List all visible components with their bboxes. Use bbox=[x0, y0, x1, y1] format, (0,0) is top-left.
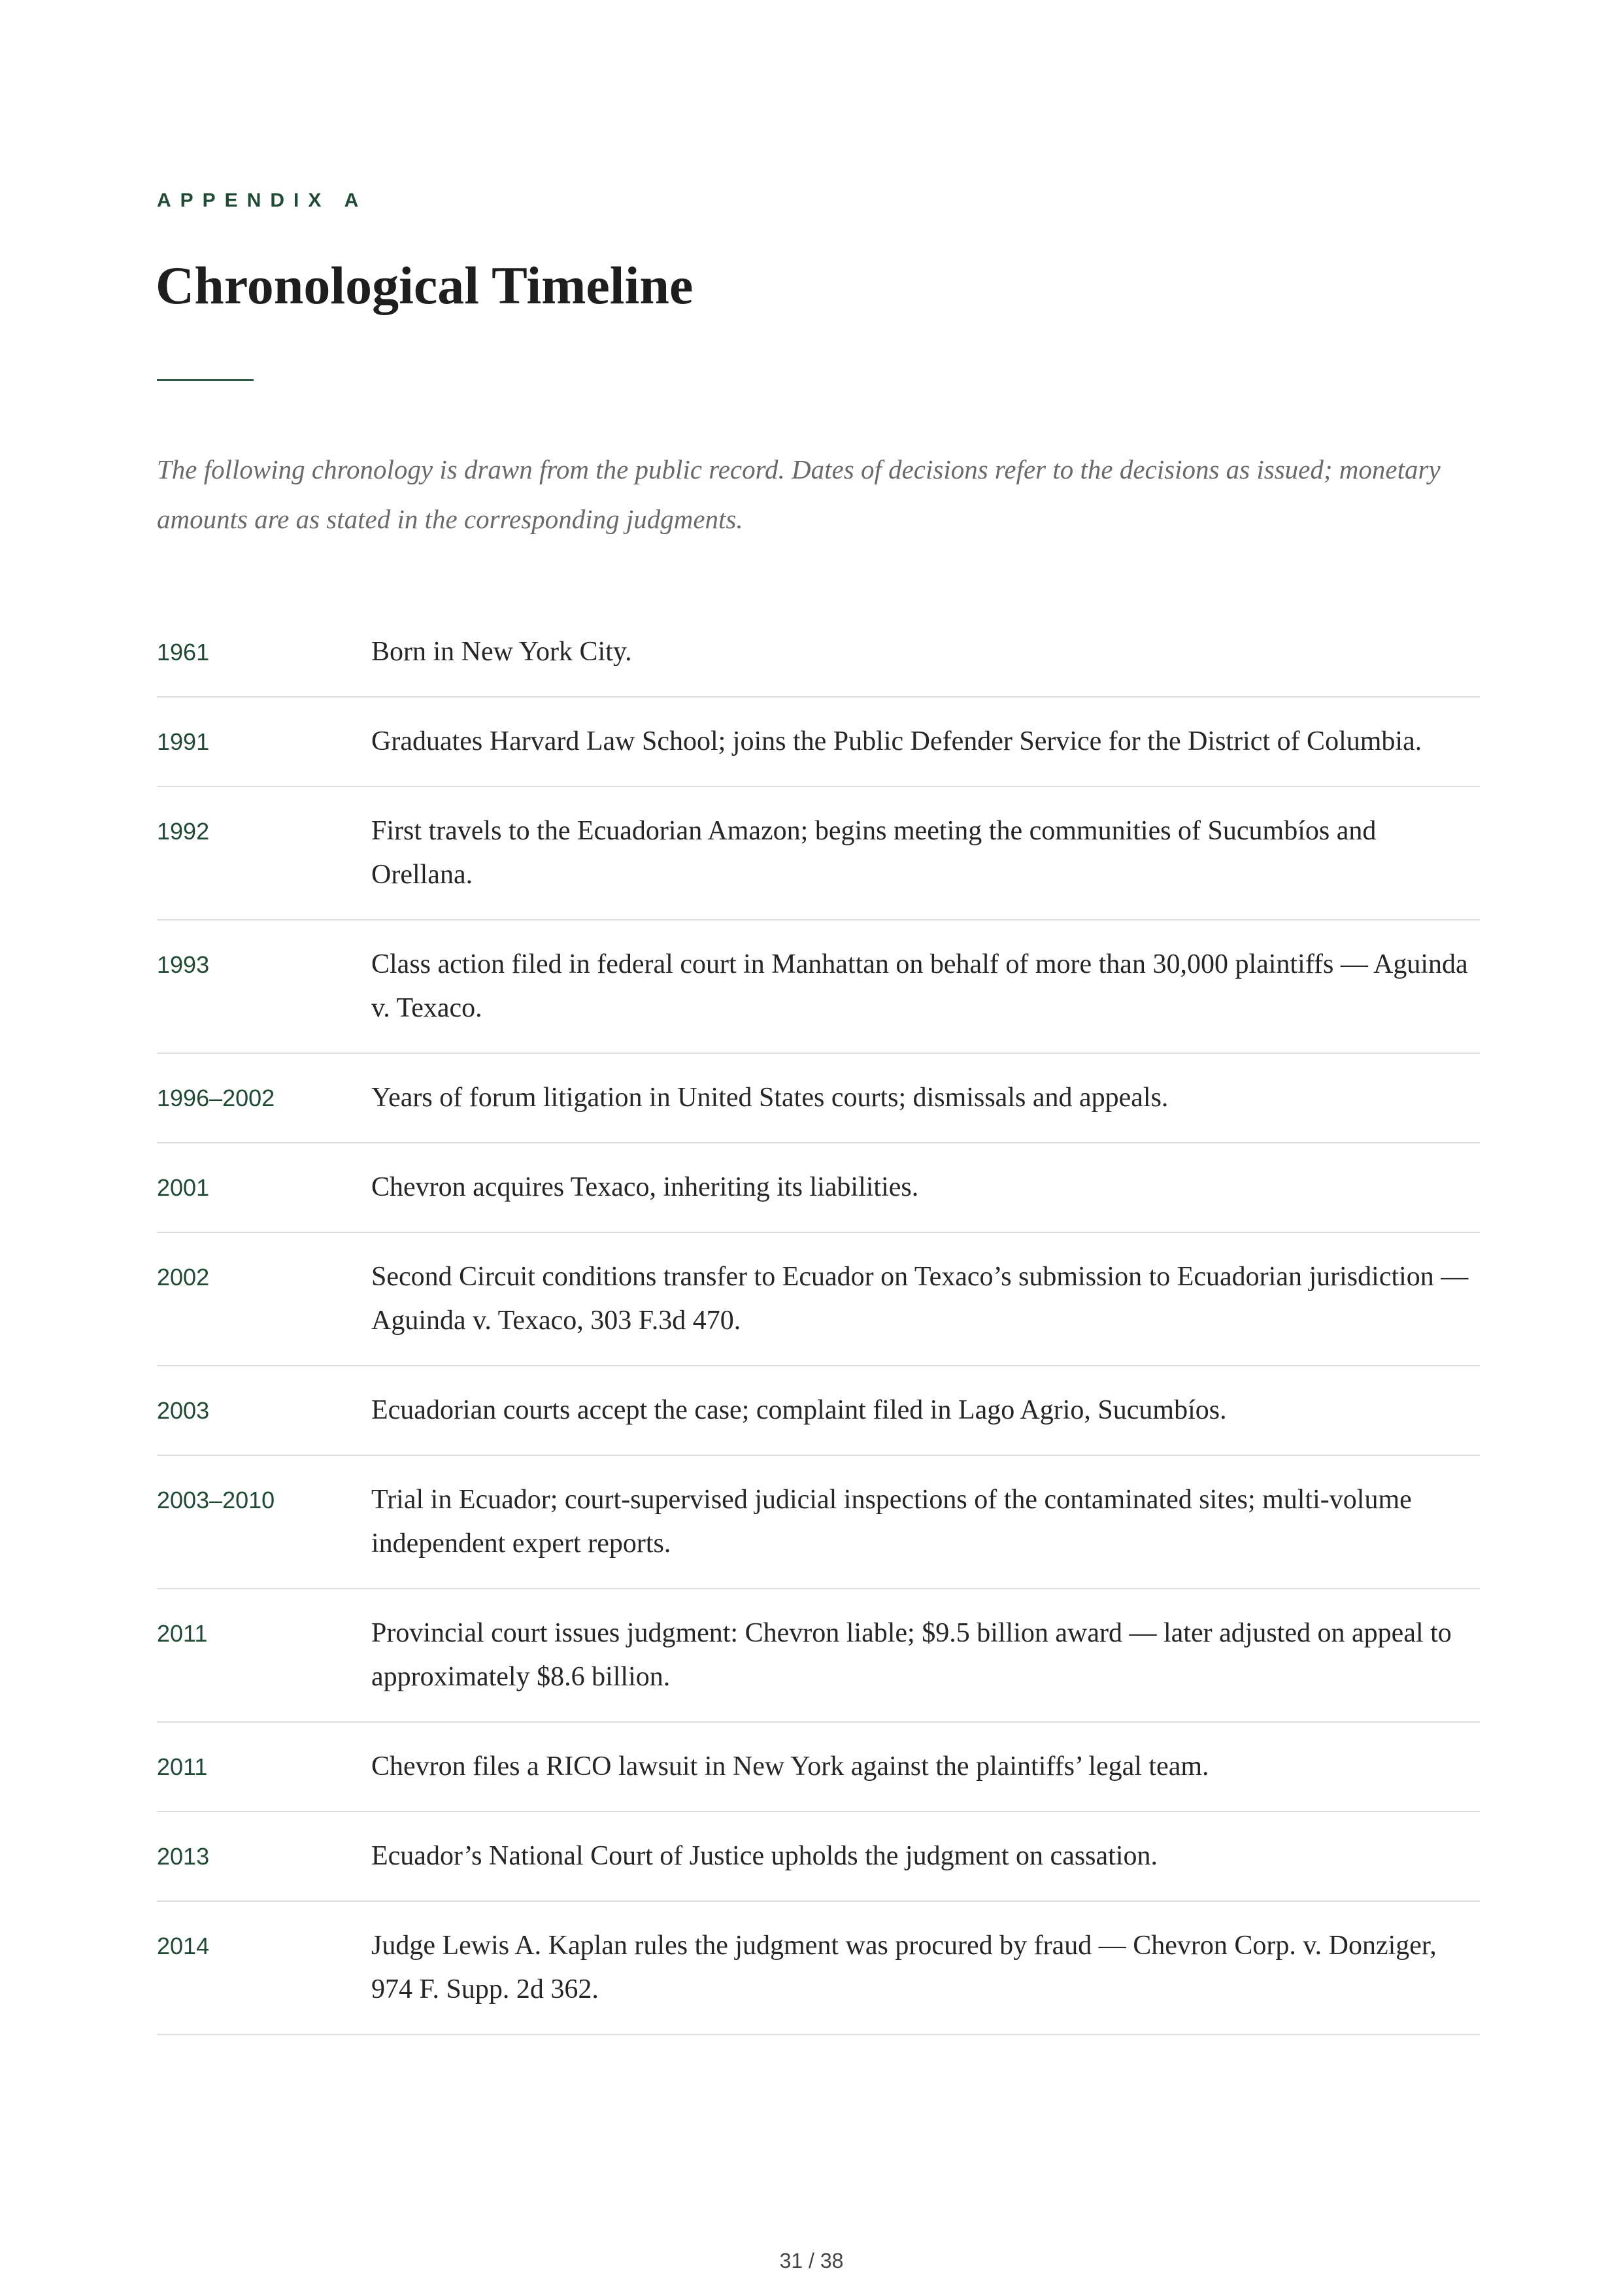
timeline-event: Trial in Ecuador; court-supervised judicial inspections of the contaminated sites; multi-volume independent expert reports. bbox=[371, 1485, 1412, 1559]
timeline-year: 2011 bbox=[157, 1620, 208, 1647]
timeline-row bbox=[157, 1233, 1480, 1366]
timeline-year: 2003–2010 bbox=[157, 1487, 275, 1513]
timeline-year: 2003 bbox=[157, 1397, 210, 1424]
timeline-event: Second Circuit conditions transfer to Ecuador on Texaco’s submission to Ecuadorian jurisdiction — Aguinda v. Texaco, 303 F.3d 470. bbox=[371, 1262, 1469, 1336]
appendix-label: APPENDIX A bbox=[157, 190, 368, 211]
timeline-row bbox=[157, 608, 1480, 698]
timeline-event: Ecuadorian courts accept the case; complaint filed in Lago Agrio, Sucumbíos. bbox=[371, 1395, 1227, 1425]
timeline-event: Chevron files a RICO lawsuit in New York against the plaintiffs’ legal team. bbox=[371, 1751, 1209, 1781]
timeline-row bbox=[157, 920, 1480, 1054]
page-number: 31 / 38 bbox=[779, 2249, 844, 2272]
timeline-year: 1992 bbox=[157, 818, 210, 845]
intro-paragraph: The following chronology is drawn from the public record. Dates of decisions refer to the decisions as issued; monetary amounts are as stated in the corresponding judgments. bbox=[157, 454, 1441, 534]
timeline-row bbox=[157, 1723, 1480, 1812]
timeline-row bbox=[157, 1589, 1480, 1723]
timeline-table bbox=[157, 608, 1480, 2035]
timeline-row bbox=[157, 1054, 1480, 1143]
timeline-year: 2014 bbox=[157, 1933, 210, 1959]
timeline-event: Provincial court issues judgment: Chevron liable; $9.5 billion award — later adjusted on appeal to approximately $8.6 billion. bbox=[371, 1618, 1452, 1692]
timeline-year: 2013 bbox=[157, 1843, 210, 1870]
timeline-year: 2001 bbox=[157, 1174, 210, 1201]
timeline-row bbox=[157, 1456, 1480, 1589]
timeline-event: Graduates Harvard Law School; joins the Public Defender Service for the District of Columbia. bbox=[371, 726, 1422, 756]
timeline-row bbox=[157, 698, 1480, 787]
timeline-event: Class action filed in federal court in Manhattan on behalf of more than 30,000 plaintiffs — Aguinda v. Texaco. bbox=[371, 949, 1468, 1023]
timeline-year: 1991 bbox=[157, 728, 210, 755]
timeline-year: 2011 bbox=[157, 1753, 208, 1780]
timeline-row bbox=[157, 1143, 1480, 1233]
timeline-event: First travels to the Ecuadorian Amazon; begins meeting the communities of Sucumbíos and Orellana. bbox=[371, 816, 1377, 890]
timeline-event: Born in New York City. bbox=[371, 637, 632, 667]
timeline-row bbox=[157, 1366, 1480, 1456]
timeline-year: 1996–2002 bbox=[157, 1085, 275, 1111]
title-underline bbox=[157, 379, 254, 381]
timeline-row bbox=[157, 787, 1480, 920]
timeline-event: Chevron acquires Texaco, inheriting its liabilities. bbox=[371, 1172, 919, 1202]
timeline-event: Judge Lewis A. Kaplan rules the judgment was procured by fraud — Chevron Corp. v. Donziger, 974 F. Supp. 2d 362. bbox=[371, 1931, 1437, 2004]
timeline-year: 1993 bbox=[157, 951, 210, 978]
page-title: Chronological Timeline bbox=[156, 256, 694, 315]
timeline-row bbox=[157, 1902, 1480, 2035]
timeline-year: 2002 bbox=[157, 1264, 210, 1291]
timeline-row bbox=[157, 1812, 1480, 1902]
timeline-event: Ecuador’s National Court of Justice upholds the judgment on cassation. bbox=[371, 1841, 1158, 1871]
timeline-year: 1961 bbox=[157, 639, 210, 666]
timeline-event: Years of forum litigation in United States courts; dismissals and appeals. bbox=[371, 1083, 1169, 1113]
